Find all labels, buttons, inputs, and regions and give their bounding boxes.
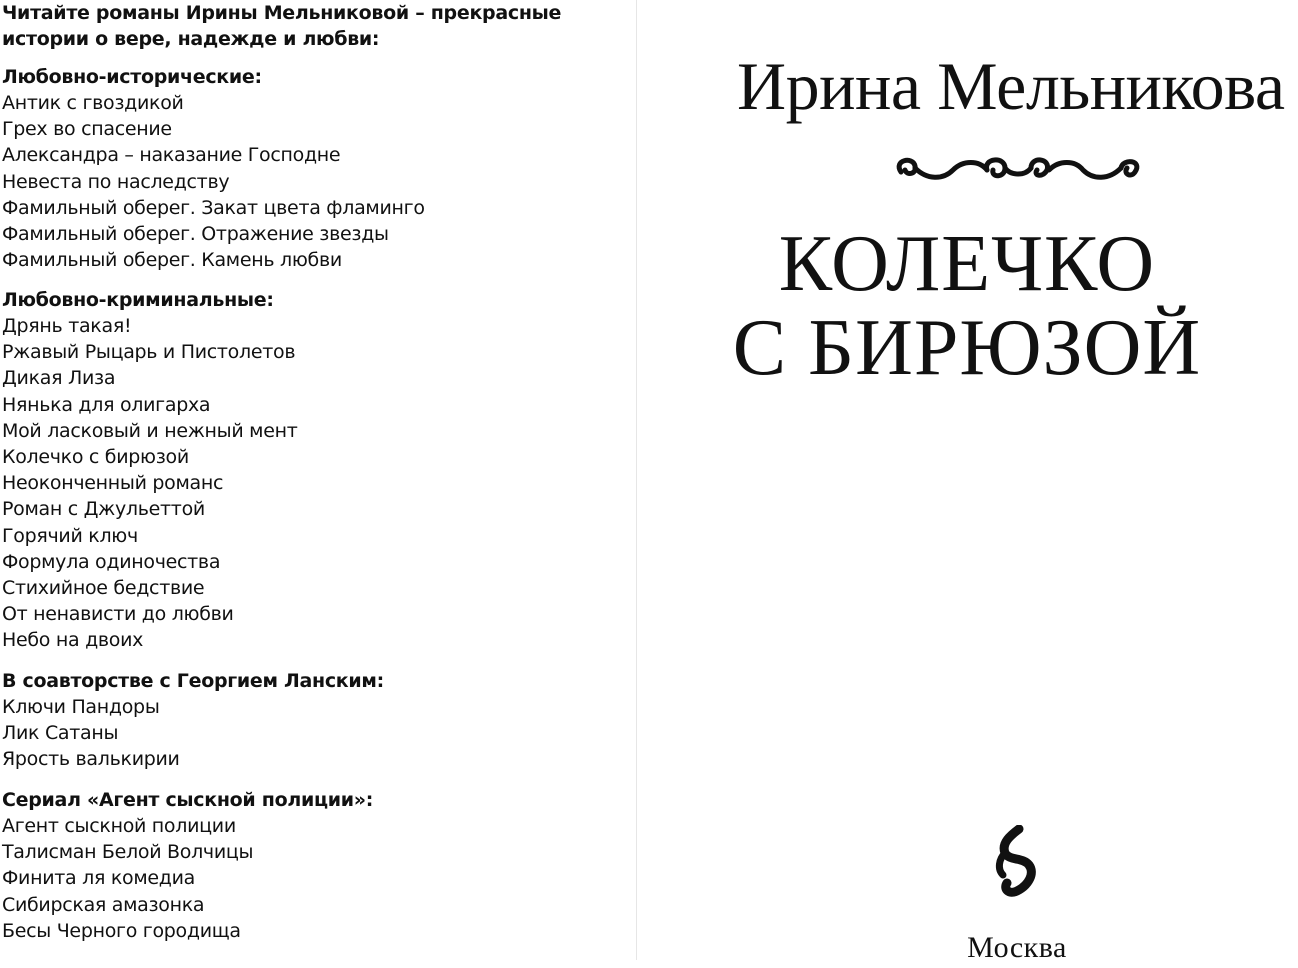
title-line-2: С БИРЮЗОЙ [732,304,1202,392]
book-title: Формула одиночества [2,550,221,573]
book-title: Александра – наказание Господне [2,144,341,167]
publisher-logo-icon [989,825,1045,901]
book-title: Фамильный оберег. Отражение звезды [2,223,389,246]
section-historical [2,64,622,273]
book-title: Сибирская амазонка [2,893,205,916]
title-line-1: КОЛЕЧКО [778,220,1156,308]
section-heading: В соавторстве с Георгием Ланским: [2,670,384,692]
publisher-city: Москва [967,931,1067,964]
book-title-heading [687,222,1247,390]
book-list [2,90,622,273]
book-title: Нянька для олигарха [2,393,211,416]
book-list [2,313,622,654]
book-title: Грех во спасение [2,118,172,141]
intro-text: Читайте романы Ирины Мельниковой – прекрасные истории о вере, надежде и любви: [2,2,562,50]
book-title: Ключи Пандоры [2,696,160,718]
book-title: Дикая Лиза [2,367,116,390]
right-page [637,0,1298,964]
book-title: Финита ля комедиа [2,867,195,890]
book-title: Небо на двоих [2,629,144,652]
section-criminal [2,287,622,654]
book-title: Стихийное бедствие [2,577,205,600]
book-title: Ярость валькирии [2,748,180,771]
book-title: Антик с гвоздикой [2,92,184,114]
book-title: Мой ласковый и нежный мент [2,419,298,442]
section-heading: Сериал «Агент сыскной полиции»: [2,789,374,811]
section-series [2,787,622,944]
book-title: Дрянь такая! [2,315,132,337]
book-title: От ненависти до любви [2,603,234,626]
book-title: Неоконченный романс [2,472,224,495]
scroll-ornament-icon [887,150,1149,190]
book-title: Фамильный оберег. Камень любви [2,249,342,272]
book-title: Талисман Белой Волчицы [2,841,254,864]
book-title: Агент сыскной полиции [2,815,236,837]
author-name: Ирина Мельникова [737,48,1285,124]
book-title: Колечко с бирюзой [2,446,189,469]
book-title: Ржавый Рыцарь и Пистолетов [2,341,296,364]
book-title: Невеста по наследству [2,170,230,193]
book-title: Роман с Джульеттой [2,498,205,521]
book-list [2,813,622,944]
book-title: Фамильный оберег. Закат цвета фламинго [2,196,425,219]
book-title: Бесы Черного городища [2,919,241,942]
section-coauthored [2,668,622,773]
section-heading: Любовно-исторические: [2,66,262,88]
book-title: Лик Сатаны [2,722,119,745]
left-page [0,0,636,960]
book-list [2,694,622,773]
book-title: Горячий ключ [2,524,138,547]
section-heading: Любовно-криминальные: [2,289,274,311]
